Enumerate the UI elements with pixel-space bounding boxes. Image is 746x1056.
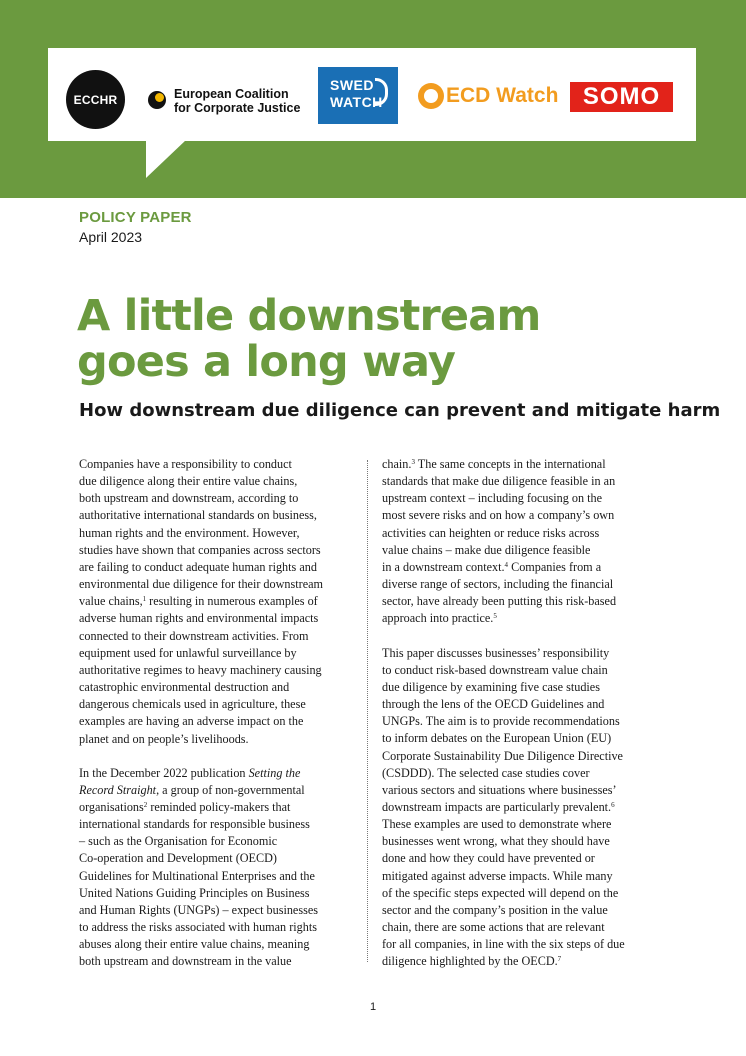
eccj-logo-text: European Coalition for Corporate Justice [174,87,301,115]
oecd-watch-ring-icon [418,83,444,109]
paragraph-intro: Companies have a responsibility to conduct due diligence along their entire value chains, both upstream and downstream, according to authoritative international standards on business, human rights and the environment. However, studies have shown that companies across sectors are failing to conduct adequate human rights and environmental due diligence for their downstream value chains,$^1$ resulting in numerous examples of adverse human rights and environmental impacts connected to their downstream activities. From equipment used for unlawful surveillance by authoritative regimes to heavy machinery causing catastrophic environmental destruction and dangerous chemicals used in agriculture, these examples are having an adverse impact on the planet and on people’s livelihoods. [79,457,324,746]
page-number: 1 [369,1001,377,1013]
footnote-ref: 4 [504,560,509,569]
paragraph-setting-record-straight: In the December 2022 publication Setting the Record Straight, a group of non-governmental organisations$^2$ reminded policy-makers that international standards for responsible business – such as the Organisation for Economic Co-operation and Development (OECD) Guidelines for Multinational Enterprises and the United Nations Guiding Principles on Business and Human Rights (UNGPs) – expect businesses to address the risks associated with human rights abuses along their entire value chains, meaning both upstream and downstream in the value [79,765,318,969]
footnote-ref: 6 [611,800,615,809]
eccj-logo-icon [148,91,166,109]
body-column-right [382,456,662,988]
document-date: April 2023 [79,229,143,245]
footnote-ref: 7 [557,955,562,964]
footnote-ref: 2 [143,800,148,809]
paragraph-paper-scope: This paper discusses businesses’ responsibility to conduct risk-based downstream value chain due diligence by examining five case studies through the lens of the OECD Guidelines and UNGPs. The aim is to provide recommendations to inform debates on the European Union (EU) Corporate Sustainability Due Diligence Directive (CSDDD). The selected case studies cover various sectors and situations where businesses’ downstream impacts are particularly prevalent.$^6$ These examples are used to demonstrate where businesses went wrong, what they should have done and how they could have prevented or mitigated against adverse impacts. While many of the specific steps expected will depend on the sector and the company’s position in the value chain, there are some actions that are relevant for all companies, in line with the six steps of due diligence highlighted by the OECD.$^7$ [382,645,625,969]
column-divider [367,460,368,962]
oecd-watch-logo-text: ECD Watch [446,84,559,107]
swedwatch-logo: SWED WATCH [318,67,398,124]
swedwatch-bracket-icon [375,78,388,106]
ecchr-logo [66,70,125,129]
footnote-ref: 1 [142,595,147,604]
footnote-ref: 5 [493,612,497,621]
page-subtitle: How downstream due diligence can prevent and mitigate harm [79,400,721,421]
ecchr-logo-text: ECCHR [73,92,118,107]
paragraph-continuation: chain.$^3$ The same concepts in the international standards that make due diligence feasible in an upstream context – including focusing on the most severe risks and on how a company’s own activities can heighten or reduce risks across value chains – make due diligence feasible in a downstream context.$^4$ Companies from a diverse range of sectors, including the financial sector, have already been putting this risk-based approach into practice.$^5$ [382,457,617,626]
document-type-label: POLICY PAPER [79,209,192,226]
body-column-left [79,456,359,988]
speech-bubble-tail [146,140,186,178]
page-title: A little downstream goes a long way [77,291,541,387]
somo-logo: SOMO [570,82,673,112]
footnote-ref: 3 [411,458,415,466]
